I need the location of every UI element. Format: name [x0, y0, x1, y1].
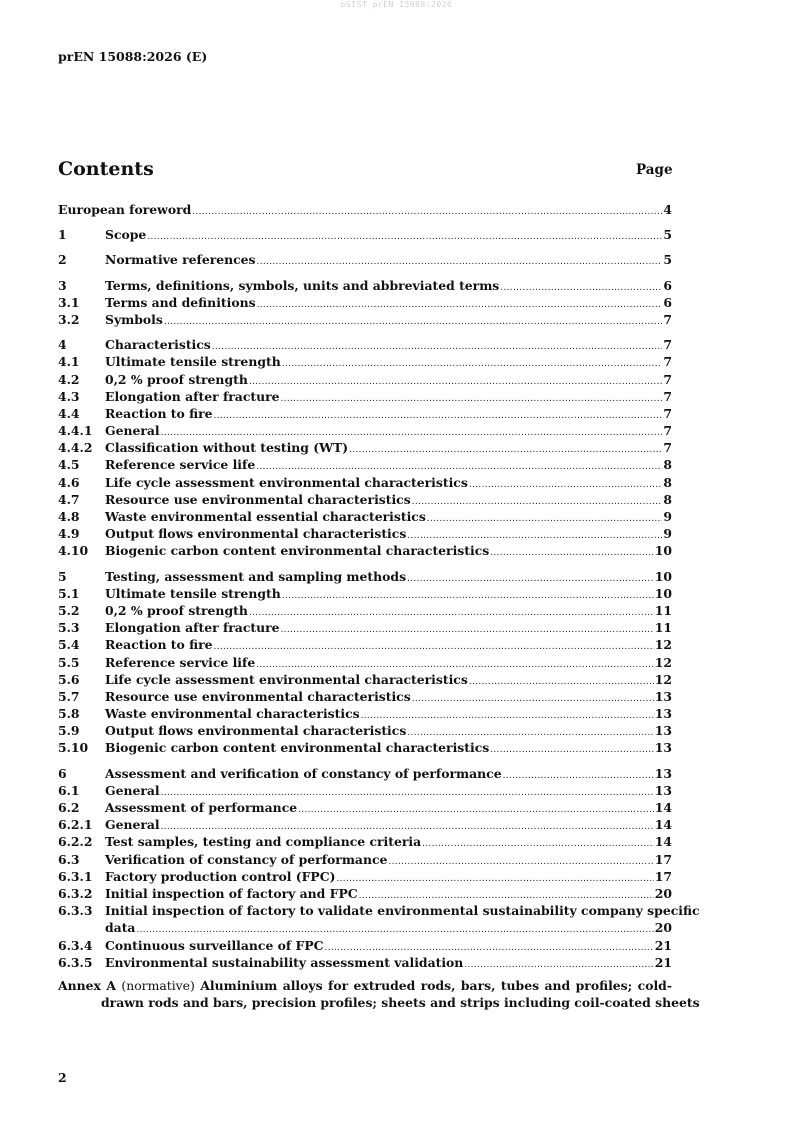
- toc-entry[interactable]: [58, 902, 700, 919]
- toc-entry-page: 7: [663, 423, 672, 439]
- document-id: prEN 15088:2026 (E): [58, 49, 208, 64]
- toc-entry-number: 5.1: [58, 585, 80, 601]
- toc-entry-page: 8: [663, 491, 672, 507]
- toc-entry-page: 17: [654, 851, 672, 867]
- toc-entry[interactable]: [58, 508, 672, 525]
- toc-entry-number: 4.9: [58, 526, 80, 542]
- toc-entry-continuation[interactable]: [58, 919, 672, 936]
- toc-entry[interactable]: [58, 851, 672, 868]
- toc-entry-title: Life cycle assessment environmental characteristics: [105, 474, 468, 490]
- toc-entry[interactable]: [58, 353, 672, 370]
- toc-entry-page: 5: [663, 227, 672, 243]
- toc-entry-page: 13: [654, 723, 672, 739]
- toc-entry-title: Symbols: [105, 311, 163, 327]
- page-number: 2: [58, 1070, 67, 1085]
- leader-dots: [298, 802, 654, 819]
- leader-dots: [503, 768, 654, 785]
- toc-entry-page: 21: [654, 954, 672, 970]
- toc-entry-number: 5.7: [58, 688, 80, 704]
- toc-entry-number: 6.2: [58, 800, 80, 815]
- toc-entry[interactable]: [58, 602, 672, 619]
- toc-entry-number: 5: [58, 568, 67, 584]
- toc-entry-page: 9: [663, 509, 672, 524]
- toc-entry[interactable]: [58, 422, 672, 439]
- toc-entry-page: 11: [654, 602, 672, 618]
- toc-entry-page: 13: [654, 740, 672, 756]
- toc-entry[interactable]: [58, 833, 672, 850]
- toc-entry-number: 5.6: [58, 671, 80, 687]
- toc-entry-page: 7: [663, 371, 672, 387]
- toc-entry[interactable]: [58, 799, 672, 816]
- toc-entry-page: 14: [654, 834, 672, 850]
- table-of-contents: [58, 201, 700, 971]
- leader-dots: [469, 477, 663, 494]
- toc-entry-number: 6.3.5: [58, 954, 93, 970]
- toc-entry-number: 6.2.1: [58, 817, 93, 833]
- toc-entry-title: General: [105, 817, 160, 833]
- toc-entry-title: 0,2 % proof strength: [105, 371, 248, 387]
- toc-entry-page: 11: [654, 620, 672, 636]
- annex-title-line-2: drawn rods and bars, precision profiles; sheets and strips including coil-coated sheets: [101, 995, 700, 1011]
- toc-entry-page: 7: [663, 440, 672, 456]
- leader-dots: [422, 836, 654, 853]
- toc-entry-number: 5.10: [58, 740, 89, 756]
- toc-entry-title: Classification without testing (WT): [105, 440, 349, 456]
- toc-entry-page: 17: [654, 868, 672, 884]
- toc-entry-number: 2: [58, 252, 67, 268]
- toc-entry-number: 3: [58, 277, 67, 293]
- toc-entry-page: 12: [654, 654, 672, 670]
- toc-entry-page: 14: [654, 800, 672, 815]
- toc-entry-number: 3.1: [58, 294, 80, 310]
- toc-entry[interactable]: [58, 277, 672, 294]
- leader-dots: [412, 691, 654, 708]
- toc-entry-title: Testing, assessment and sampling methods: [105, 568, 407, 584]
- toc-entry-page: 7: [663, 354, 672, 370]
- leader-dots: [500, 280, 662, 297]
- toc-entry-number: 6.3.1: [58, 868, 93, 884]
- annex-entry[interactable]: [58, 977, 700, 1011]
- toc-entry-number: 6.3.4: [58, 937, 93, 953]
- toc-entry-number: 5.4: [58, 637, 80, 653]
- toc-entry-title: Terms, definitions, symbols, units and abbreviated terms: [105, 277, 500, 293]
- leader-dots: [469, 674, 654, 691]
- toc-entry-title: Waste environmental characteristics: [105, 706, 360, 722]
- annex-label: Annex A: [58, 978, 116, 993]
- toc-entry[interactable]: [58, 226, 672, 243]
- toc-entry[interactable]: [58, 474, 672, 491]
- toc-entry[interactable]: [58, 491, 672, 508]
- toc-entry-page: 10: [654, 543, 672, 559]
- toc-entry-page: 13: [654, 688, 672, 704]
- toc-entry-title: Waste environmental essential characteristics: [105, 509, 426, 524]
- toc-entry[interactable]: [58, 722, 672, 739]
- toc-entry-number: 4.3: [58, 388, 80, 404]
- toc-entry-number: 4.5: [58, 457, 80, 473]
- toc-entry-title: General: [105, 423, 160, 439]
- toc-entry[interactable]: [58, 456, 672, 473]
- toc-entry[interactable]: [58, 568, 672, 585]
- toc-entry-page: 7: [663, 405, 672, 421]
- leader-dots: [249, 374, 663, 391]
- toc-entry-number: 4.1: [58, 354, 80, 370]
- leader-dots: [388, 854, 653, 871]
- toc-entry-title: Assessment and verification of constancy of performance: [105, 765, 502, 781]
- leader-dots: [282, 588, 654, 605]
- toc-entry-title: Terms and definitions: [105, 294, 256, 310]
- toc-entry[interactable]: [58, 816, 672, 833]
- toc-entry-number: 5.8: [58, 706, 80, 722]
- toc-entry[interactable]: [58, 585, 672, 602]
- toc-entry[interactable]: [58, 336, 672, 353]
- toc-entry-page: 13: [654, 765, 672, 781]
- toc-entry-title: Resource use environmental characteristics: [105, 688, 411, 704]
- toc-entry[interactable]: [58, 311, 672, 328]
- toc-entry[interactable]: [58, 868, 672, 885]
- toc-entry-number: 6.1: [58, 782, 80, 798]
- toc-entry-number: 6.3.3: [58, 903, 93, 919]
- toc-entry-page: 5: [663, 252, 672, 268]
- toc-entry[interactable]: [58, 388, 672, 405]
- watermark: oSIST prEN 15088:2026: [340, 0, 453, 9]
- toc-entry-page: 14: [654, 817, 672, 833]
- toc-entry-title: Output flows environmental characteristics: [105, 526, 407, 542]
- toc-entry[interactable]: [58, 619, 672, 636]
- leader-dots: [257, 254, 663, 271]
- toc-entry-page: 10: [654, 585, 672, 601]
- toc-entry-title: Reaction to fire: [105, 405, 213, 421]
- toc-entry-title: Resource use environmental characteristics: [105, 491, 411, 507]
- toc-entry-title: Factory production control (FPC): [105, 868, 336, 884]
- toc-entry-page: 4: [663, 202, 672, 217]
- toc-entry-title: Ultimate tensile strength: [105, 354, 281, 370]
- toc-entry[interactable]: [58, 654, 672, 671]
- toc-entry-page: 7: [663, 388, 672, 404]
- toc-entry[interactable]: [58, 885, 672, 902]
- toc-entry[interactable]: [58, 294, 672, 311]
- toc-entry-title: Reaction to fire: [105, 637, 213, 653]
- toc-entry-title: Life cycle assessment environmental characteristics: [105, 671, 468, 687]
- leader-dots: [214, 639, 654, 656]
- leader-dots: [490, 545, 654, 562]
- toc-entry-number: 4.6: [58, 474, 80, 490]
- toc-entry-title: European foreword: [58, 202, 192, 217]
- toc-entry-number: 5.2: [58, 602, 80, 618]
- leader-dots: [349, 442, 662, 459]
- toc-entry-number: 4.2: [58, 371, 80, 387]
- toc-entry-number: 5.5: [58, 654, 80, 670]
- page-column-label: Page: [636, 162, 673, 178]
- toc-entry-title: Output flows environmental characteristics: [105, 723, 407, 739]
- leader-dots: [427, 511, 663, 528]
- toc-entry-page: 20: [654, 920, 672, 936]
- toc-entry-page: 12: [654, 637, 672, 653]
- toc-entry[interactable]: [58, 371, 672, 388]
- toc-entry-number: 4: [58, 337, 67, 353]
- toc-entry-title: Biogenic carbon content environmental characteristics: [105, 740, 490, 756]
- toc-entry[interactable]: [58, 201, 672, 218]
- toc-entry-number: 4.7: [58, 491, 80, 507]
- toc-entry[interactable]: [58, 739, 672, 756]
- toc-entry[interactable]: [58, 765, 672, 782]
- toc-entry-title: Verification of constancy of performance: [105, 851, 388, 867]
- toc-entry-title: Environmental sustainability assessment validation: [105, 954, 464, 970]
- toc-entry-title: Reference service life: [105, 457, 256, 473]
- toc-entry-number: 4.10: [58, 543, 89, 559]
- toc-entry[interactable]: [58, 439, 672, 456]
- leader-dots: [336, 871, 653, 888]
- toc-entry-number: 4.4.2: [58, 440, 93, 456]
- toc-entry-number: 4.4.1: [58, 423, 93, 439]
- toc-entry-title: Initial inspection of factory and FPC: [105, 885, 358, 901]
- toc-entry-page: 9: [663, 526, 672, 542]
- toc-entry-title: Elongation after fracture: [105, 388, 280, 404]
- leader-dots: [281, 622, 654, 639]
- toc-entry-number: 3.2: [58, 311, 80, 327]
- toc-entry-number: 5.9: [58, 723, 80, 739]
- leader-dots: [249, 605, 654, 622]
- toc-entry-page: 8: [663, 457, 672, 473]
- toc-entry-title: Initial inspection of factory to validate environmental sustainability company specific: [105, 903, 700, 919]
- toc-entry[interactable]: [58, 782, 672, 799]
- toc-entry-number: 4.4: [58, 405, 80, 421]
- toc-entry[interactable]: [58, 542, 672, 559]
- toc-entry-number: 6.3: [58, 851, 80, 867]
- annex-title-line-1: Aluminium alloys for extruded rods, bars, tubes and profiles; cold-: [200, 978, 672, 993]
- leader-dots: [281, 391, 663, 408]
- toc-entry-page: 7: [663, 311, 672, 327]
- leader-dots: [214, 408, 663, 425]
- toc-entry-number: 4.8: [58, 509, 80, 524]
- toc-entry[interactable]: [58, 671, 672, 688]
- leader-dots: [257, 297, 663, 314]
- toc-entry[interactable]: [58, 688, 672, 705]
- toc-entry-page: 20: [654, 885, 672, 901]
- toc-entry-title: Scope: [105, 227, 147, 243]
- contents-heading: Contents: [58, 158, 154, 180]
- toc-entry-number: 1: [58, 227, 67, 243]
- toc-entry-page: 6: [663, 277, 672, 293]
- toc-entry-page: 13: [654, 706, 672, 722]
- leader-dots: [147, 229, 662, 246]
- toc-entry-title: Ultimate tensile strength: [105, 585, 281, 601]
- toc-entry-page: 10: [654, 568, 672, 584]
- toc-entry-title: Normative references: [105, 252, 256, 268]
- leader-dots: [464, 957, 653, 974]
- toc-entry[interactable]: [58, 954, 672, 971]
- toc-entry[interactable]: [58, 937, 672, 954]
- annex-status: (normative): [121, 978, 195, 993]
- toc-entry-page: 8: [663, 474, 672, 490]
- toc-entry-number: 6.3.2: [58, 885, 93, 901]
- toc-entry-number: 6.2.2: [58, 834, 93, 850]
- toc-entry-title: General: [105, 782, 160, 798]
- toc-entry-page: 6: [663, 294, 672, 310]
- leader-dots: [412, 494, 663, 511]
- leader-dots: [282, 356, 663, 373]
- toc-entry-title: Continuous surveillance of FPC: [105, 937, 324, 953]
- toc-entry-title-continued: data: [105, 920, 136, 936]
- toc-entry-title: 0,2 % proof strength: [105, 602, 248, 618]
- toc-entry-number: 6: [58, 765, 67, 781]
- leader-dots: [164, 314, 663, 331]
- toc-entry[interactable]: [58, 251, 672, 268]
- toc-entry[interactable]: [58, 636, 672, 653]
- toc-entry-title: Characteristics: [105, 337, 211, 353]
- leader-dots: [192, 204, 662, 221]
- toc-entry-number: 5.3: [58, 620, 80, 636]
- toc-entry-title: Assessment of performance: [105, 800, 298, 815]
- leader-dots: [407, 571, 654, 588]
- annex-line-1: [58, 977, 672, 994]
- toc-entry[interactable]: [58, 405, 672, 422]
- toc-entry-title: Biogenic carbon content environmental characteristics: [105, 543, 490, 559]
- toc-entry-page: 12: [654, 671, 672, 687]
- toc-entry[interactable]: [58, 525, 672, 542]
- toc-entry-title: Reference service life: [105, 654, 256, 670]
- toc-entry-title: Test samples, testing and compliance criteria: [105, 834, 422, 850]
- toc-entry-title: Elongation after fracture: [105, 620, 280, 636]
- leader-dots: [490, 742, 654, 759]
- toc-entry-page: 7: [663, 337, 672, 353]
- toc-entry-page: 21: [654, 937, 672, 953]
- toc-entry-page: 13: [654, 782, 672, 798]
- toc-entry[interactable]: [58, 705, 672, 722]
